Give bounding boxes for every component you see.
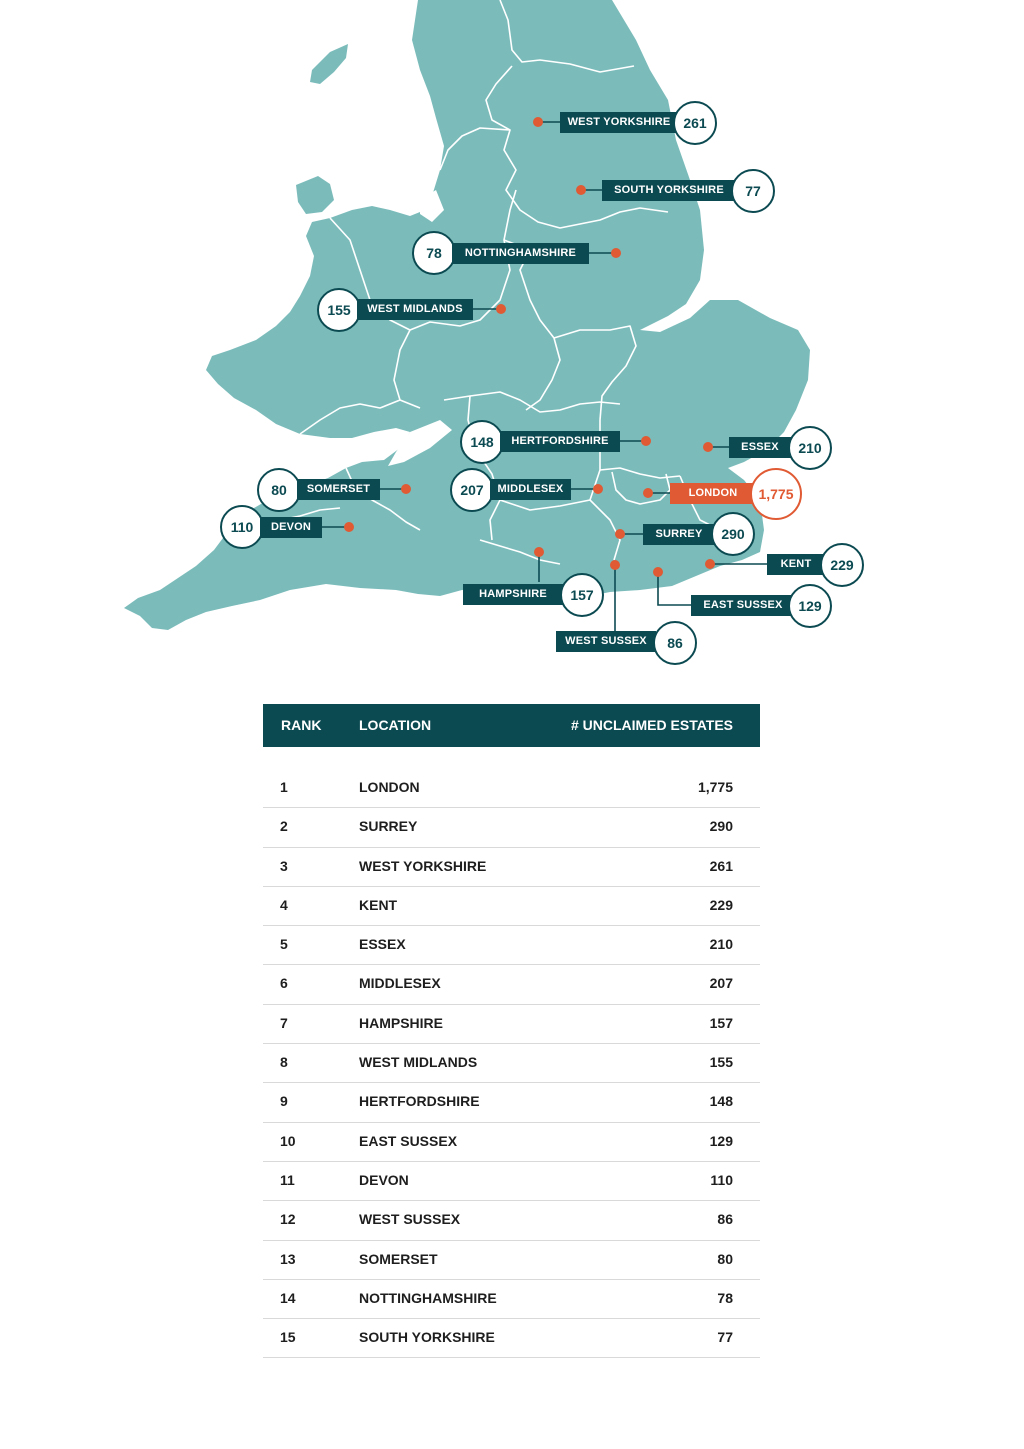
table-header [263, 704, 760, 747]
callout-value-hampshire: 157 [560, 573, 604, 617]
table-row [263, 965, 760, 1004]
dot-east-sussex [653, 567, 663, 577]
callout-label-nottinghamshire: NOTTINGHAMSHIRE [452, 243, 589, 264]
row-rank: 12 [280, 1211, 296, 1228]
callout-label-london: LONDON [670, 483, 756, 504]
dot-west-yorkshire [533, 117, 543, 127]
dot-kent [705, 559, 715, 569]
row-location: MIDDLESEX [359, 975, 441, 992]
row-value: 207 [709, 975, 733, 992]
row-rank: 9 [280, 1093, 288, 1110]
table-row [263, 1123, 760, 1162]
callout-value-south-yorkshire: 77 [731, 169, 775, 213]
row-rank: 4 [280, 896, 288, 913]
callout-label-somerset: SOMERSET [297, 479, 380, 500]
row-value: 261 [709, 857, 733, 874]
row-location: SURREY [359, 818, 418, 835]
table-row [263, 887, 760, 926]
callout-label-south-yorkshire: SOUTH YORKSHIRE [602, 180, 736, 201]
row-location: HAMPSHIRE [359, 1014, 444, 1031]
row-value: 157 [709, 1014, 733, 1031]
callout-label-kent: KENT [767, 554, 825, 575]
row-value: 155 [709, 1054, 733, 1071]
callout-value-nottinghamshire: 78 [412, 231, 456, 275]
callout-value-somerset: 80 [257, 468, 301, 512]
callout-label-devon: DEVON [260, 517, 322, 538]
callout-value-surrey: 290 [711, 512, 755, 556]
row-value: 77 [717, 1329, 733, 1346]
row-value: 80 [717, 1250, 733, 1267]
table-row [263, 1044, 760, 1083]
table-row [263, 1083, 760, 1122]
dot-hertfordshire [641, 436, 651, 446]
row-location: LONDON [359, 779, 420, 795]
england-wales-map [0, 0, 1024, 680]
row-location: HERTFORDSHIRE [359, 1093, 480, 1110]
row-location: SOMERSET [359, 1250, 438, 1267]
row-rank: 1 [280, 779, 288, 795]
callout-value-west-yorkshire: 261 [673, 101, 717, 145]
callout-label-essex: ESSEX [729, 437, 791, 458]
row-value: 210 [709, 936, 733, 953]
dot-south-yorkshire [576, 185, 586, 195]
callout-value-middlesex: 207 [450, 468, 494, 512]
callout-label-west-midlands: WEST MIDLANDS [357, 299, 473, 320]
row-rank: 6 [280, 975, 288, 992]
row-location: WEST SUSSEX [359, 1211, 461, 1228]
callout-label-west-yorkshire: WEST YORKSHIRE [560, 112, 678, 133]
row-value: 148 [709, 1093, 733, 1110]
row-location: WEST YORKSHIRE [359, 857, 487, 874]
row-location: DEVON [359, 1171, 409, 1188]
callout-value-west-midlands: 155 [317, 288, 361, 332]
table-row [263, 1201, 760, 1240]
callout-value-east-sussex: 129 [788, 584, 832, 628]
row-value: 1,775 [697, 779, 733, 795]
dot-surrey [615, 529, 625, 539]
table-row [263, 769, 760, 808]
table-row [263, 1280, 760, 1319]
header-location: LOCATION [359, 717, 432, 733]
row-value: 129 [709, 1132, 733, 1149]
table-row [263, 926, 760, 965]
table-row [263, 1005, 760, 1044]
table-row [263, 1162, 760, 1201]
row-location: KENT [359, 896, 398, 913]
dot-west-midlands [496, 304, 506, 314]
table-row [263, 808, 760, 847]
row-location: SOUTH YORKSHIRE [359, 1329, 495, 1346]
dot-west-sussex [610, 560, 620, 570]
table-row [263, 1241, 760, 1280]
row-rank: 5 [280, 936, 288, 953]
callout-label-west-sussex: WEST SUSSEX [556, 631, 656, 652]
callout-value-london: 1,775 [750, 468, 802, 520]
row-rank: 8 [280, 1054, 288, 1071]
row-location: EAST SUSSEX [359, 1132, 458, 1149]
callout-label-surrey: SURREY [643, 524, 715, 545]
row-value: 78 [717, 1289, 733, 1306]
header-unclaimed-estates: # UNCLAIMED ESTATES [570, 717, 733, 733]
map-area [0, 0, 1024, 680]
row-location: ESSEX [359, 936, 406, 953]
callout-value-kent: 229 [820, 543, 864, 587]
row-location: WEST MIDLANDS [359, 1054, 478, 1071]
dot-hampshire [534, 547, 544, 557]
row-value: 110 [710, 1171, 733, 1188]
dot-devon [344, 522, 354, 532]
row-value: 86 [717, 1211, 733, 1228]
table-row [263, 848, 760, 887]
callout-value-west-sussex: 86 [653, 621, 697, 665]
row-rank: 2 [280, 818, 288, 835]
row-location: NOTTINGHAMSHIRE [359, 1289, 497, 1306]
row-rank: 11 [280, 1171, 295, 1188]
dot-nottinghamshire [611, 248, 621, 258]
row-rank: 3 [280, 857, 288, 874]
dot-london [643, 488, 653, 498]
header-rank: RANK [281, 717, 322, 733]
island-isle-of-man [310, 44, 348, 84]
dot-essex [703, 442, 713, 452]
row-rank: 7 [280, 1014, 288, 1031]
callout-value-devon: 110 [220, 505, 264, 549]
row-rank: 13 [280, 1250, 296, 1267]
callout-label-hertfordshire: HERTFORDSHIRE [500, 431, 620, 452]
row-value: 229 [709, 896, 733, 913]
table-row [263, 1319, 760, 1358]
callout-label-east-sussex: EAST SUSSEX [691, 595, 795, 616]
dot-somerset [401, 484, 411, 494]
callout-label-middlesex: MIDDLESEX [490, 479, 571, 500]
row-rank: 14 [280, 1289, 296, 1306]
callout-value-essex: 210 [788, 426, 832, 470]
island-anglesey [296, 176, 334, 214]
row-rank: 10 [280, 1132, 296, 1149]
dot-middlesex [593, 484, 603, 494]
ranking-table [263, 704, 760, 1358]
row-rank: 15 [280, 1329, 296, 1346]
callout-label-hampshire: HAMPSHIRE [463, 584, 563, 605]
callout-value-hertfordshire: 148 [460, 420, 504, 464]
table-body [263, 769, 760, 1358]
row-value: 290 [709, 818, 733, 835]
